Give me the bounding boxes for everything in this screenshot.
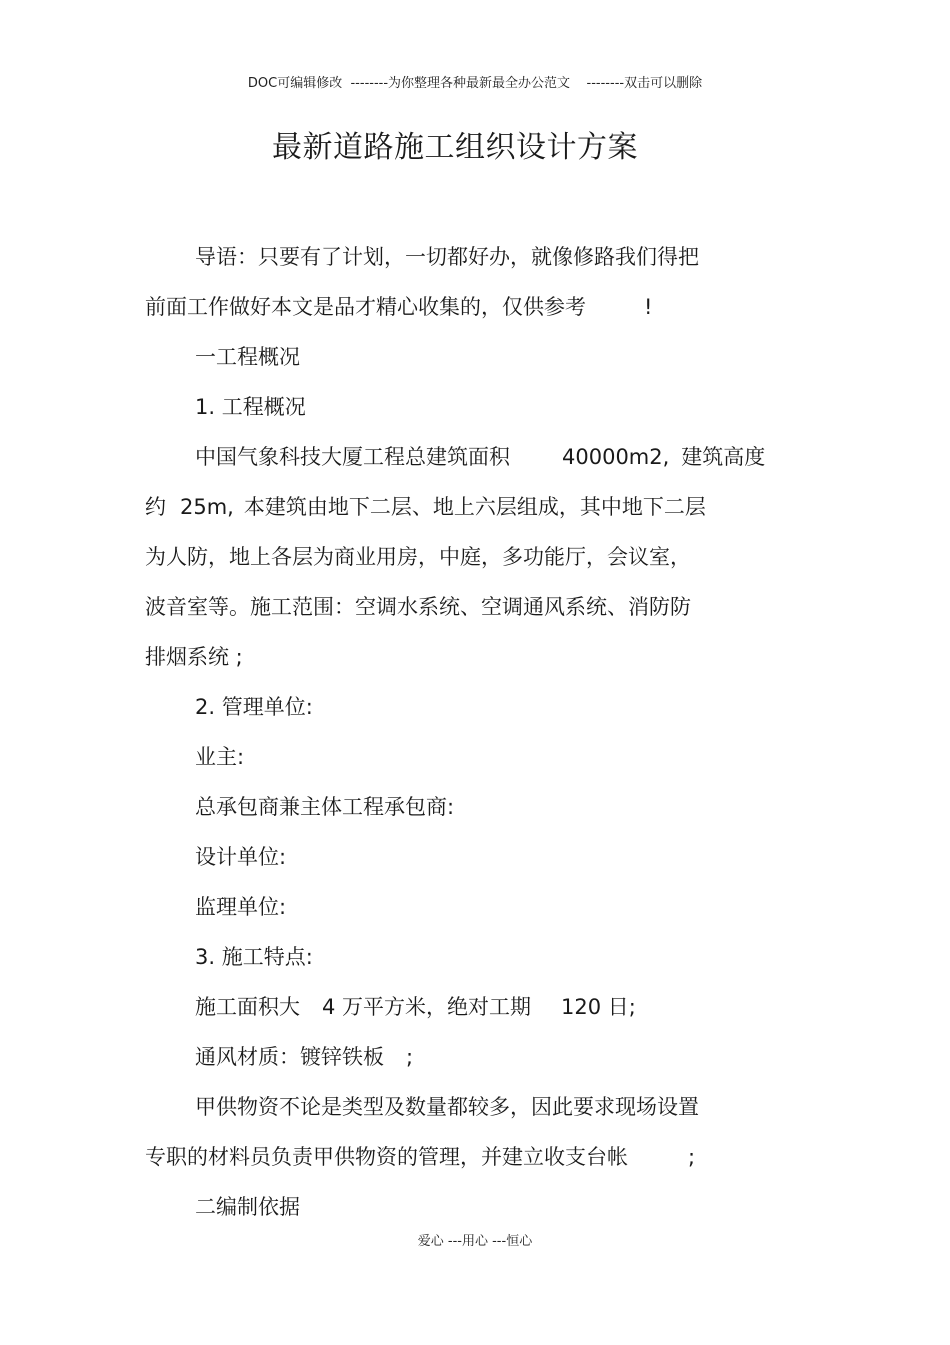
page-footer-note: 爱心 ---用心 ---恒心 bbox=[417, 1234, 533, 1249]
overview-line-3: 为人防，地上各层为商业用房，中庭，多功能厅，会议室， bbox=[145, 545, 691, 569]
overview-text-height: 建筑高度 bbox=[681, 445, 766, 469]
overview-text: 中国气象科技大厦工程总建筑面积 bbox=[195, 445, 510, 469]
subheading-project-overview: 1. 工程概况 bbox=[195, 395, 306, 419]
overview-text-floors: 本建筑由地下二层、地上六层组成，其中地下二层 bbox=[243, 495, 706, 519]
feature-duration: 4 万平方米，绝对工期 bbox=[322, 995, 532, 1019]
subheading-features: 3. 施工特点: bbox=[195, 945, 313, 969]
intro-text: 前面工作做好本文是品才精心收集的，仅供参考 bbox=[145, 295, 586, 319]
overview-text-approx: 约 bbox=[145, 495, 166, 519]
feature-materials-manager: 专职的材料员负责甲供物资的管理，并建立收支台帐 bbox=[145, 1145, 628, 1169]
designer-label: 设计单位: bbox=[195, 845, 287, 869]
supervisor-label: 监理单位: bbox=[195, 895, 287, 919]
overview-line-5: 排烟系统 ; bbox=[145, 645, 243, 669]
feature-line-3: 甲供物资不论是类型及数量都较多，因此要求现场设置 bbox=[195, 1095, 699, 1119]
feature-material-end: ; bbox=[406, 1045, 414, 1069]
feature-line-1 bbox=[195, 992, 636, 1022]
section-heading-basis: 二编制依据 bbox=[195, 1195, 300, 1219]
overview-line-4: 波音室等。施工范围：空调水系统、空调通风系统、消防防 bbox=[145, 595, 691, 619]
intro-line-1: 导语：只要有了计划，一切都好办，就像修路我们得把 bbox=[195, 245, 699, 269]
feature-area: 施工面积大 bbox=[195, 995, 300, 1019]
page-header-note: DOC可编辑修改 --------为你整理各种最新最全办公范文 --------双击可以删除 bbox=[247, 76, 703, 91]
intro-line-2 bbox=[145, 292, 652, 322]
overview-line-1 bbox=[195, 442, 765, 472]
contractor-label: 总承包商兼主体工程承包商: bbox=[195, 795, 455, 819]
feature-line-4 bbox=[145, 1142, 695, 1172]
intro-exclamation: ! bbox=[644, 295, 653, 319]
area-value: 40000m2, bbox=[562, 445, 670, 469]
height-value: 25m, bbox=[180, 495, 234, 519]
feature-material: 通风材质：镀锌铁板 bbox=[195, 1045, 384, 1069]
section-heading-overview: 一工程概况 bbox=[195, 345, 300, 369]
feature-end-mark: ; bbox=[688, 1145, 696, 1169]
subheading-management: 2. 管理单位: bbox=[195, 695, 313, 719]
document-title: 最新道路施工组织设计方案 bbox=[272, 130, 638, 165]
feature-days: 120 日; bbox=[561, 995, 636, 1019]
feature-line-2 bbox=[195, 1042, 413, 1072]
owner-label: 业主: bbox=[195, 745, 245, 769]
overview-line-2 bbox=[145, 492, 706, 522]
